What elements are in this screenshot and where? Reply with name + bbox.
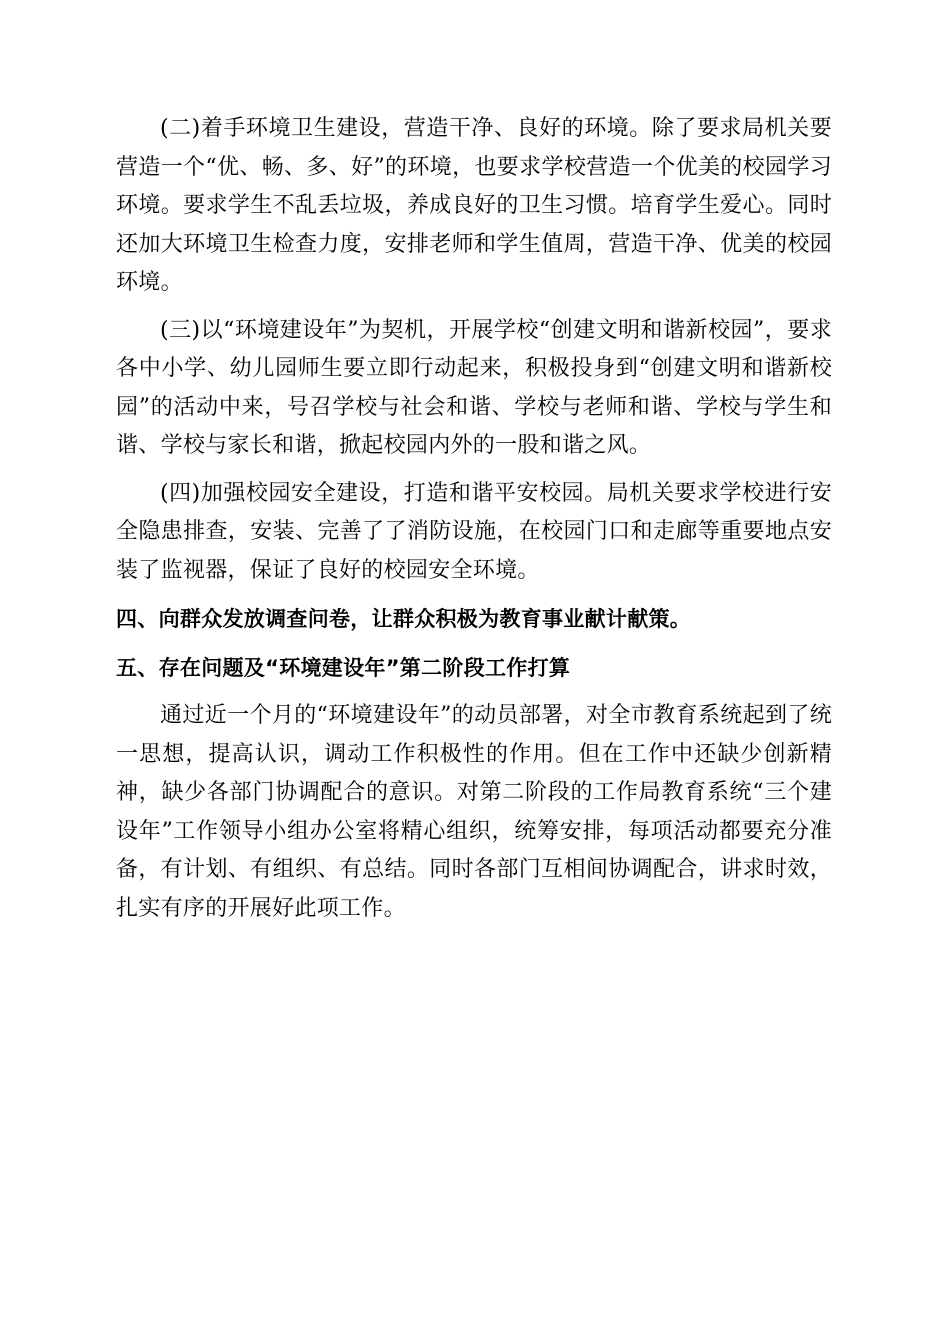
paragraph-summary-plan: 通过近一个月的“环境建设年”的动员部署，对全市教育系统起到了统一思想，提高认识，调动工作积极性的作用。但在工作中还缺少创新精神，缺少各部门协调配合的意识。对第二阶段的工作局教育系统“三个建设年”工作领导小组办公室将精心组织，统筹安排，每项活动都要充分准备，有计划、有组织、有总结。同时各部门互相间协调配合，讲求时效，扎实有序的开展好此项工作。 bbox=[116, 703, 832, 921]
document-body bbox=[116, 110, 832, 928]
section-heading-problems-plan: 五、存在问题及“环境建设年”第二阶段工作打算 bbox=[116, 655, 571, 680]
paragraph-campus-safety: (四)加强校园安全建设，打造和谐平安校园。局机关要求学校进行安全隐患排查，安装、完善了了消防设施，在校园门口和走廊等重要地点安装了监视器，保证了良好的校园安全环境。 bbox=[116, 480, 832, 583]
paragraph-harmonious-campus: (三)以“环境建设年”为契机，开展学校“创建文明和谐新校园”，要求各中小学、幼儿园师生要立即行动起来，积极投身到“创建文明和谐新校园”的活动中来，号召学校与社会和谐、学校与老师和谐、学校与学生和谐、学校与家长和谐，掀起校园内外的一股和谐之风。 bbox=[116, 317, 832, 458]
paragraph-environment-hygiene: (二)着手环境卫生建设，营造干净、良好的环境。除了要求局机关要营造一个“优、畅、多、好”的环境，也要求学校营造一个优美的校园学习环境。要求学生不乱丢垃圾，养成良好的卫生习惯。培育学生爱心。同时还加大环境卫生检查力度，安排老师和学生值周，营造干净、优美的校园环境。 bbox=[116, 116, 832, 295]
section-heading-survey: 四、向群众发放调查问卷，让群众积极为教育事业献计献策。 bbox=[116, 607, 692, 631]
